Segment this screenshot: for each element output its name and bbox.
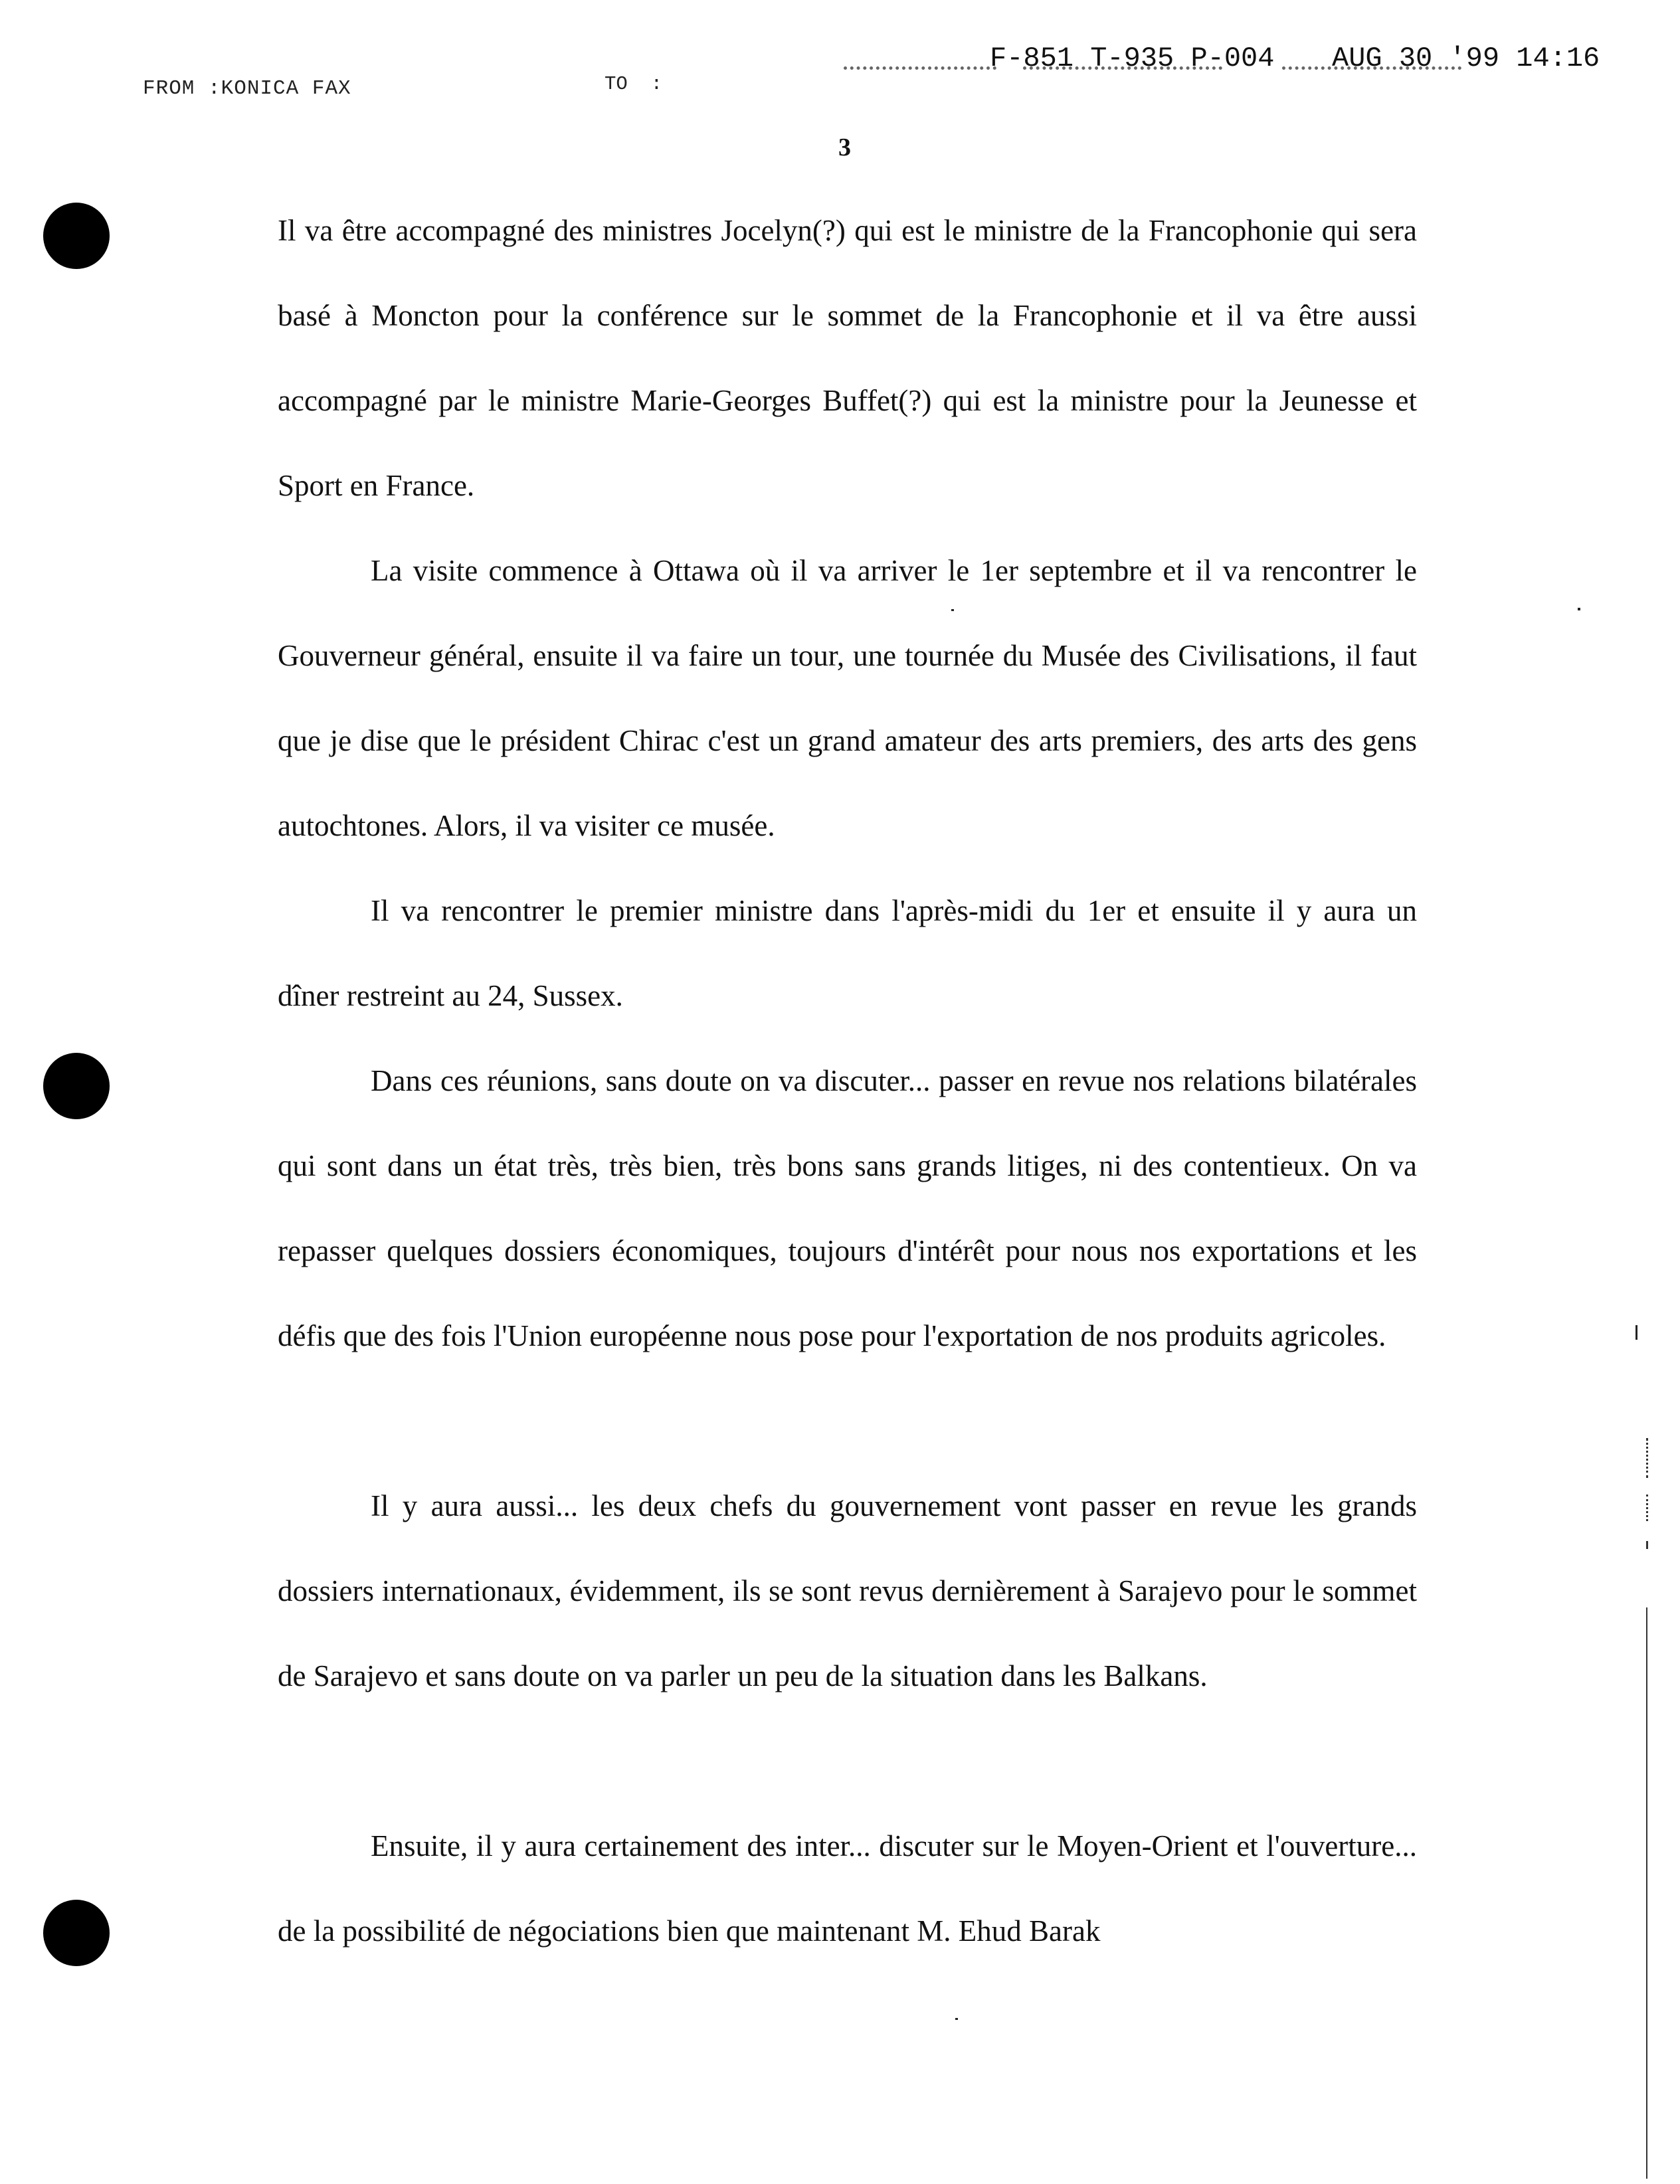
scan-speck: [1578, 608, 1580, 610]
scan-speck: [955, 2018, 958, 2020]
scan-edge-mark: [1646, 1438, 1650, 1478]
binder-hole: [43, 203, 110, 269]
body-paragraph: Ensuite, il y aura certainement des inter... discuter sur le Moyen-Orient et l'ouverture... de la possibilité de négociations bien que maintenant M. Ehud Barak: [278, 1829, 1417, 1948]
scan-edge-mark: [1646, 1495, 1650, 1521]
scan-edge-mark: [1646, 1607, 1647, 2179]
body-paragraph: Il va être accompagné des ministres Jocelyn(?) qui est le ministre de la Francophonie qui sera basé à Moncton pour la conférence sur le sommet de la Francophonie et il va être aussi accompagné par le ministre Marie-Georges Buffet(?) qui est la ministre pour la Jeunesse et Sport en France.: [278, 214, 1417, 502]
binder-hole: [43, 1053, 110, 1119]
fax-header-noise: [844, 66, 996, 78]
scan-speck: [951, 609, 954, 611]
page-number: 3: [838, 134, 851, 161]
scan-speck: [1635, 1325, 1637, 1340]
fax-timestamp: AUG 30 '99 14:16: [1332, 43, 1600, 74]
fax-to-line: TO :: [605, 73, 663, 95]
scan-edge-mark: [1646, 1541, 1648, 1549]
body-paragraph: Il y aura aussi... les deux chefs du gouvernement vont passer en revue les grands dossiers internationaux, évidemment, ils se sont revus dernièrement à Sarajevo pour le sommet de Sarajevo et sans doute on va parler un peu de la situation dans les Balkans.: [278, 1489, 1417, 1692]
fax-from-line: FROM :KONICA FAX: [143, 77, 351, 100]
body-paragraph: La visite commence à Ottawa où il va arriver le 1er septembre et il va rencontrer le Gouverneur général, ensuite il va faire un tour, une tournée du Musée des Civilisations, il faut que je dise que le président Chirac c'est un grand amateur des arts premiers, des arts des gens autochtones. Alors, il va visiter ce musée.: [278, 554, 1417, 842]
binder-hole: [43, 1900, 110, 1966]
fax-transmission-ids: F-851 T-935 P-004: [990, 43, 1275, 74]
body-paragraph: Il va rencontrer le premier ministre dans l'après-midi du 1er et ensuite il y aura un dîner restreint au 24, Sussex.: [278, 894, 1417, 1012]
body-paragraph: Dans ces réunions, sans doute on va discuter... passer en revue nos relations bilatérales qui sont dans un état très, très bien, très bons sans grands litiges, ni des contentieux. On va repasser quelques dossiers économiques, toujours d'intérêt pour nous nos exportations et les défis que des fois l'Union européenne nous pose pour l'exportation de nos produits agricoles.: [278, 1064, 1417, 1352]
